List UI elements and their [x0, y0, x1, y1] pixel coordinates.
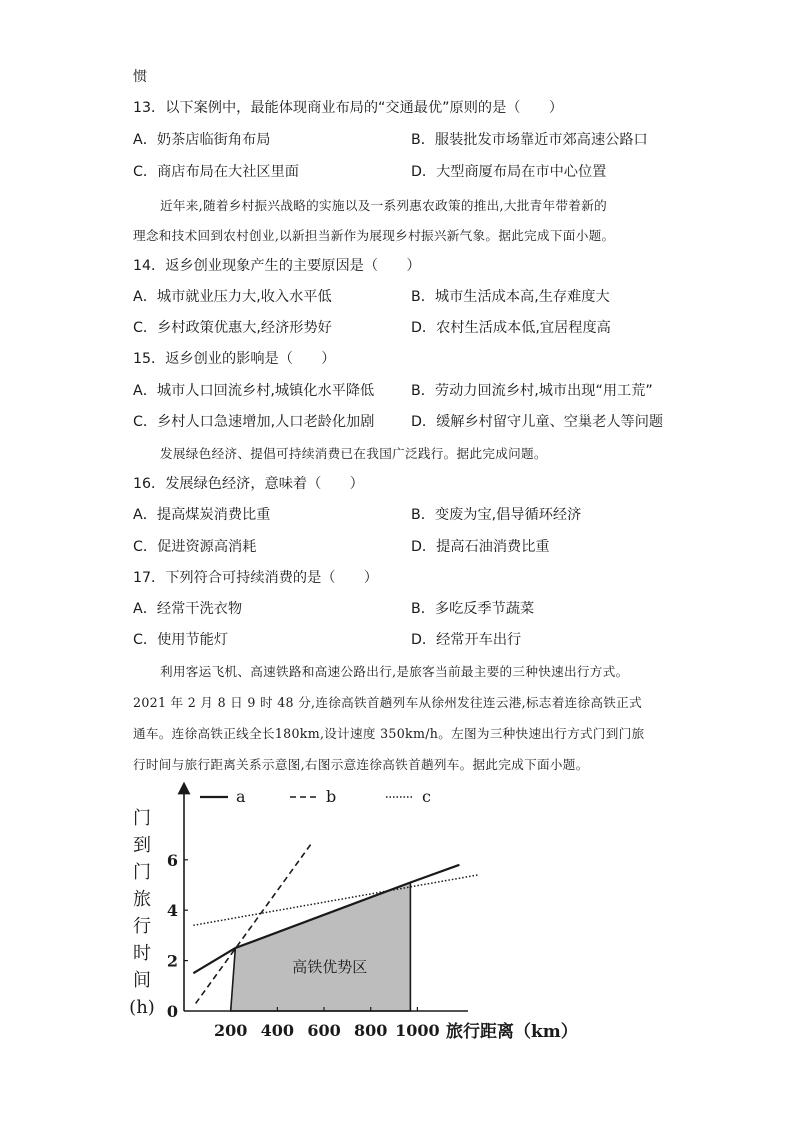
- legend-label-b: b: [326, 787, 337, 806]
- legend-layer: [200, 787, 431, 806]
- previous-page-fragment: 惯: [133, 69, 148, 85]
- passage-3-line-2: 2021 年 2 月 8 日 9 时 48 分,连徐高铁首趟列车从徐州发往连云港,标志着连徐高铁正式: [133, 695, 642, 710]
- q13-option-d: D．大型商厦布局在市中心位置: [411, 164, 607, 180]
- q15-option-b: B．劳动力回流乡村,城市出现“用工荒”: [411, 383, 653, 399]
- question-16-stem: 16．发展绿色经济，意味着（ ）: [133, 476, 364, 492]
- passage-1-line-1: 近年来,随着乡村振兴战略的实施以及一系列惠农政策的推出,大批青年带着新的: [160, 198, 607, 213]
- shaded-region-layer: [231, 882, 411, 1011]
- passage-3-line-3: 通车。连徐高铁正线全长180km,设计速度 350km/h。左图为三种快速出行方式门到门旅: [133, 726, 645, 741]
- q15-option-d: D．缓解乡村留守儿童、空巢老人等问题: [411, 414, 664, 430]
- x-tick-label-1000: 1000: [395, 1021, 440, 1040]
- question-17-stem: 17．下列符合可持续消费的是（ ）: [133, 570, 379, 586]
- q14-option-c: C．乡村政策优惠大,经济形势好: [133, 320, 332, 336]
- q17-option-b: B．多吃反季节蔬菜: [411, 601, 535, 617]
- question-15-stem: 15．返乡创业的影响是（ ）: [133, 351, 336, 367]
- passage-2-line-1: 发展绿色经济、提倡可持续消费已在我国广泛践行。据此完成问题。: [160, 446, 547, 461]
- x-tick-label-400: 400: [260, 1021, 295, 1040]
- y-axis-label-char: 间: [133, 970, 151, 991]
- travel-time-vs-distance-chart: [128, 780, 593, 1050]
- x-tick-label-800: 800: [354, 1021, 388, 1040]
- q14-option-a: A．城市就业压力大,收入水平低: [133, 289, 332, 305]
- q16-option-c: C．促进资源高消耗: [133, 539, 257, 555]
- y-axis-label-char: 门: [133, 862, 151, 883]
- q14-option-d: D．农村生活成本低,宜居程度高: [411, 320, 611, 336]
- y-axis-label: [129, 808, 155, 1018]
- y-tick-label-2: 2: [166, 951, 178, 971]
- hsr-advantage-region: [231, 882, 411, 1011]
- y-axis-label-char: 门: [133, 808, 151, 829]
- q14-option-b: B．城市生活成本高,生存难度大: [411, 289, 610, 305]
- y-axis-label-char: 旅: [133, 889, 151, 910]
- x-tick-label-200: 200: [213, 1021, 248, 1040]
- y-axis-label-char: 行: [133, 916, 151, 937]
- question-13-stem: 13．以下案例中，最能体现商业布局的“交通最优”原则的是（ ）: [133, 100, 564, 116]
- passage-1-line-2: 理念和技术回到农村创业,以新担当新作为展现乡村振兴新气象。据此完成下面小题。: [133, 228, 615, 243]
- y-tick-label-0: 0: [166, 1002, 178, 1021]
- y-axis-label-char: 时: [133, 943, 151, 964]
- q13-option-c: C．商店布局在大社区里面: [133, 164, 299, 180]
- q13-option-a: A．奶茶店临街角布局: [133, 132, 271, 148]
- hsr-advantage-label: 高铁优势区: [292, 957, 368, 976]
- y-tick-label-6: 6: [166, 850, 178, 870]
- q17-option-a: A．经常干洗衣物: [133, 601, 243, 617]
- y-axis-label-char: (h): [129, 997, 155, 1018]
- passage-3-line-1: 利用客运飞机、高速铁路和高速公路出行,是旅客当前最主要的三种快速出行方式。: [160, 664, 629, 679]
- q15-option-a: A．城市人口回流乡村,城镇化水平降低: [133, 383, 375, 399]
- x-axis-label: 旅行距离（km）: [446, 1022, 578, 1042]
- q16-option-a: A．提高煤炭消费比重: [133, 507, 271, 523]
- q17-option-d: D．经常开车出行: [411, 632, 522, 648]
- y-axis-label-char: 到: [133, 835, 151, 856]
- q17-option-c: C．使用节能灯: [133, 632, 229, 648]
- q16-option-d: D．提高石油消费比重: [411, 539, 550, 555]
- legend-label-a: a: [236, 787, 246, 806]
- q13-option-b: B．服装批发市场靠近市郊高速公路口: [411, 132, 648, 148]
- y-tick-label-4: 4: [166, 901, 178, 921]
- question-14-stem: 14．返乡创业现象产生的主要原因是（ ）: [133, 258, 421, 274]
- q16-option-b: B．变废为宝,倡导循环经济: [411, 507, 582, 523]
- passage-3-line-4: 行时间与旅行距离关系示意图,右图示意连徐高铁首趟列车。据此完成下面小题。: [133, 757, 589, 772]
- q15-option-c: C．乡村人口急速增加,人口老龄化加剧: [133, 414, 375, 430]
- legend-label-c: c: [422, 787, 431, 806]
- x-tick-label-600: 600: [307, 1021, 341, 1040]
